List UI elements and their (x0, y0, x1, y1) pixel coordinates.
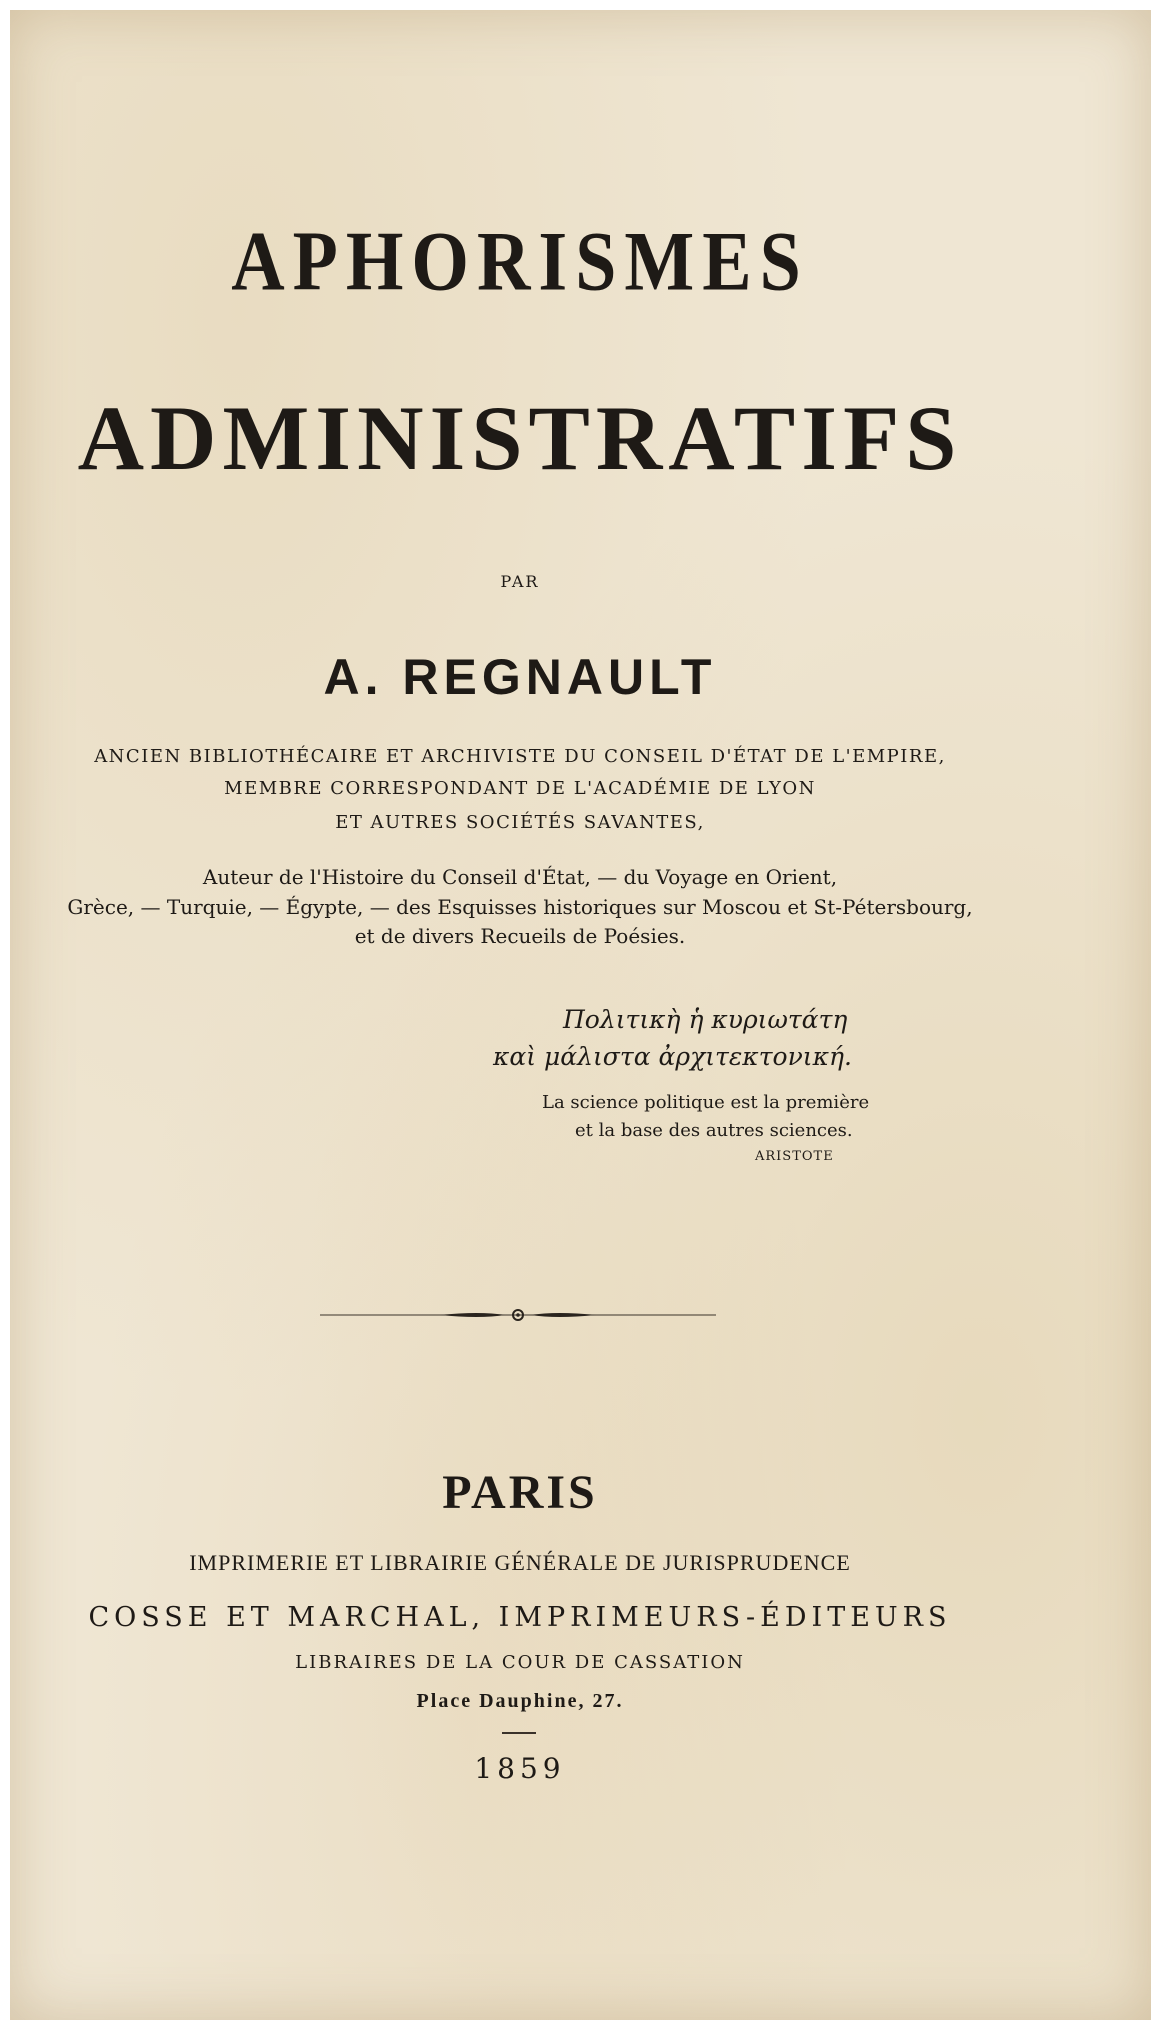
author-name: A. REGNAULT (323, 649, 717, 705)
works-line-3: et de divers Recueils de Poésies. (354, 924, 686, 948)
epigraph-french-line-2: et la base des autres sciences. (575, 1120, 853, 1141)
epigraph-greek-line-2: καὶ μάλιστα ἀρχιτεκτονική. (493, 1042, 852, 1071)
publisher-line-3: LIBRAIRES DE LA COUR DE CASSATION (295, 1652, 745, 1673)
publisher-line-2: COSSE ET MARCHAL, IMPRIMEURS-ÉDITEURS (88, 1602, 952, 1633)
ornament-divider-icon (320, 1305, 716, 1325)
imprint-city: PARIS (442, 1466, 598, 1519)
publisher-address: Place Dauphine, 27. (416, 1690, 624, 1712)
works-line-2: Grèce, — Turquie, — Égypte, — des Esquisses historiques sur Moscou et St-Pétersbourg, (67, 895, 973, 919)
epigraph-french-line-1: La science politique est la première (542, 1092, 870, 1113)
title-line-1: APHORISMES (231, 214, 809, 310)
epigraph-greek-line-1: Πολιτικὴ ἡ κυριωτάτη (563, 1005, 848, 1034)
credential-line-1: ANCIEN BIBLIOTHÉCAIRE ET ARCHIVISTE DU CONSEIL D'ÉTAT DE L'EMPIRE, (94, 746, 946, 767)
works-line-1: Auteur de l'Histoire du Conseil d'État, — du Voyage en Orient, (202, 865, 838, 889)
short-rule (502, 1732, 536, 1734)
publication-year: 1859 (474, 1752, 566, 1785)
credential-line-2: MEMBRE CORRESPONDANT DE L'ACADÉMIE DE LYON (224, 778, 816, 799)
publisher-line-1: IMPRIMERIE ET LIBRAIRIE GÉNÉRALE DE JURISPRUDENCE (189, 1550, 851, 1575)
epigraph-attribution: ARISTOTE (755, 1149, 834, 1164)
title-line-2: ADMINISTRATIFS (77, 387, 963, 489)
by-label: PAR (500, 572, 540, 591)
title-page (10, 10, 1151, 2020)
credential-line-3: ET AUTRES SOCIÉTÉS SAVANTES, (335, 812, 705, 833)
